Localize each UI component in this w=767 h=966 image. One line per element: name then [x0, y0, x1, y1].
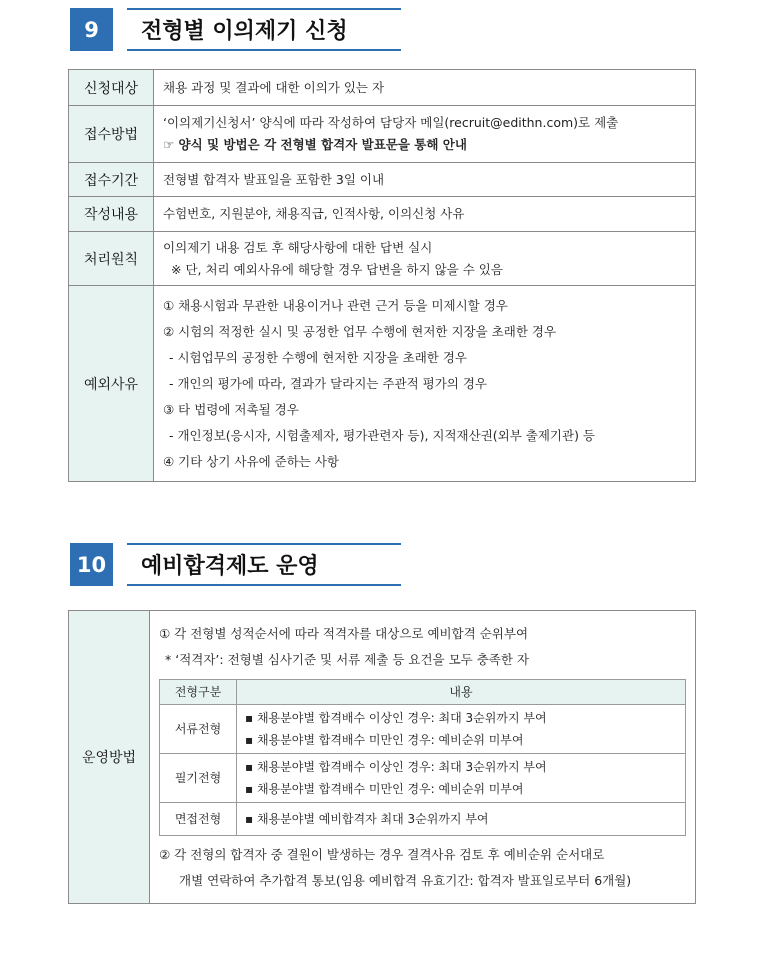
header-cell: 전형구분 [160, 679, 237, 704]
table-row [69, 70, 696, 106]
exception-item: ① 채용시험과 무관한 내용이거나 관련 근거 등을 미제시할 경우 [163, 297, 508, 313]
exception-subitem: - 개인정보(응시자, 시험출제자, 평가관련자 등), 지적재산권(외부 출제기관) 등 [169, 427, 596, 443]
exception-subitem: - 개인의 평가에 따라, 결과가 달라지는 주관적 평가의 경우 [169, 375, 487, 391]
row-value [154, 197, 696, 232]
table-row [69, 286, 696, 482]
table-row [69, 611, 696, 904]
stage-row [160, 753, 686, 802]
row-label: 접수기간 [69, 163, 154, 197]
stage-table-header [160, 679, 686, 704]
row-text: 이의제기 내용 검토 후 해당사항에 대한 답변 실시 [163, 239, 433, 255]
stage-table [159, 679, 686, 836]
stage-name: 면접전형 [160, 802, 237, 835]
stage-item: ▪ 채용분야별 합격배수 미만인 경우: 예비순위 미부여 [245, 781, 524, 796]
row-value [154, 70, 696, 106]
row-value [154, 106, 696, 163]
stage-item: ▪ 채용분야별 합격배수 미만인 경우: 예비순위 미부여 [245, 732, 524, 747]
row-value [154, 232, 696, 286]
exception-item: ② 시험의 적정한 실시 및 공정한 업무 수행에 현저한 지장을 초래한 경우 [163, 323, 557, 339]
row-value [154, 163, 696, 197]
header-cell: 내용 [237, 679, 686, 704]
row-text: 채용 과정 및 결과에 대한 이의가 있는 자 [163, 79, 385, 95]
row-text: 수험번호, 지원분야, 채용직급, 인적사항, 이의신청 사유 [163, 206, 465, 221]
section-title: 전형별 이의제기 신청 [127, 8, 401, 51]
row-text: ‘이의제기신청서’ 양식에 따라 작성하여 담당자 메일(recruit@edithn.com)로 제출 [163, 115, 619, 130]
stage-content [237, 753, 686, 802]
table-row [69, 197, 696, 232]
stage-content [237, 704, 686, 753]
row-value [154, 286, 696, 482]
procedure-item: ② 각 전형의 합격자 중 결원이 발생하는 경우 결격사유 검토 후 예비순위 순서대로 [159, 846, 605, 862]
row-label: 접수방법 [69, 106, 154, 163]
table-row [69, 106, 696, 163]
section-title: 예비합격제도 운영 [127, 543, 401, 586]
reserve-pass-table [68, 610, 696, 904]
row-label: 예외사유 [69, 286, 154, 482]
exception-item: ④ 기타 상기 사유에 준하는 사항 [163, 453, 339, 469]
row-label: 작성내용 [69, 197, 154, 232]
stage-row [160, 802, 686, 835]
row-text: 전형별 합격자 발표일을 포함한 3일 이내 [163, 171, 385, 187]
stage-name: 필기전형 [160, 753, 237, 802]
table-row [69, 163, 696, 197]
stage-item: ▪ 채용분야별 합격배수 이상인 경우: 최대 3순위까지 부여 [245, 759, 547, 774]
row-value [150, 611, 696, 904]
stage-item: ▪ 채용분야별 예비합격자 최대 3순위까지 부여 [245, 811, 489, 826]
section-number: 10 [70, 543, 113, 586]
stage-content [237, 802, 686, 835]
section-number: 9 [70, 8, 113, 51]
table-row [69, 232, 696, 286]
objection-table [68, 69, 696, 482]
row-label: 신청대상 [69, 70, 154, 106]
stage-item: ▪ 채용분야별 합격배수 이상인 경우: 최대 3순위까지 부여 [245, 710, 547, 725]
exception-item: ③ 타 법령에 저촉될 경우 [163, 401, 299, 417]
row-note: ☞ 양식 및 방법은 각 전형별 합격자 발표문을 통해 안내 [163, 137, 467, 152]
procedure-note: * ‘적격자’: 전형별 심사기준 및 서류 제출 등 요건을 모두 충족한 자 [165, 651, 529, 667]
procedure-item: ① 각 전형별 성적순서에 따라 적격자를 대상으로 예비합격 순위부여 [159, 625, 529, 641]
row-label: 처리원칙 [69, 232, 154, 286]
procedure-item-continued: 개별 연락하여 추가합격 통보(임용 예비합격 유효기간: 합격자 발표일로부터 6개월) [179, 872, 632, 888]
exception-subitem: - 시험업무의 공정한 수행에 현저한 지장을 초래한 경우 [169, 349, 467, 365]
stage-row [160, 704, 686, 753]
row-note: ※ 단, 처리 예외사유에 해당할 경우 답변을 하지 않을 수 있음 [171, 261, 503, 277]
stage-name: 서류전형 [160, 704, 237, 753]
row-label: 운영방법 [69, 611, 150, 904]
